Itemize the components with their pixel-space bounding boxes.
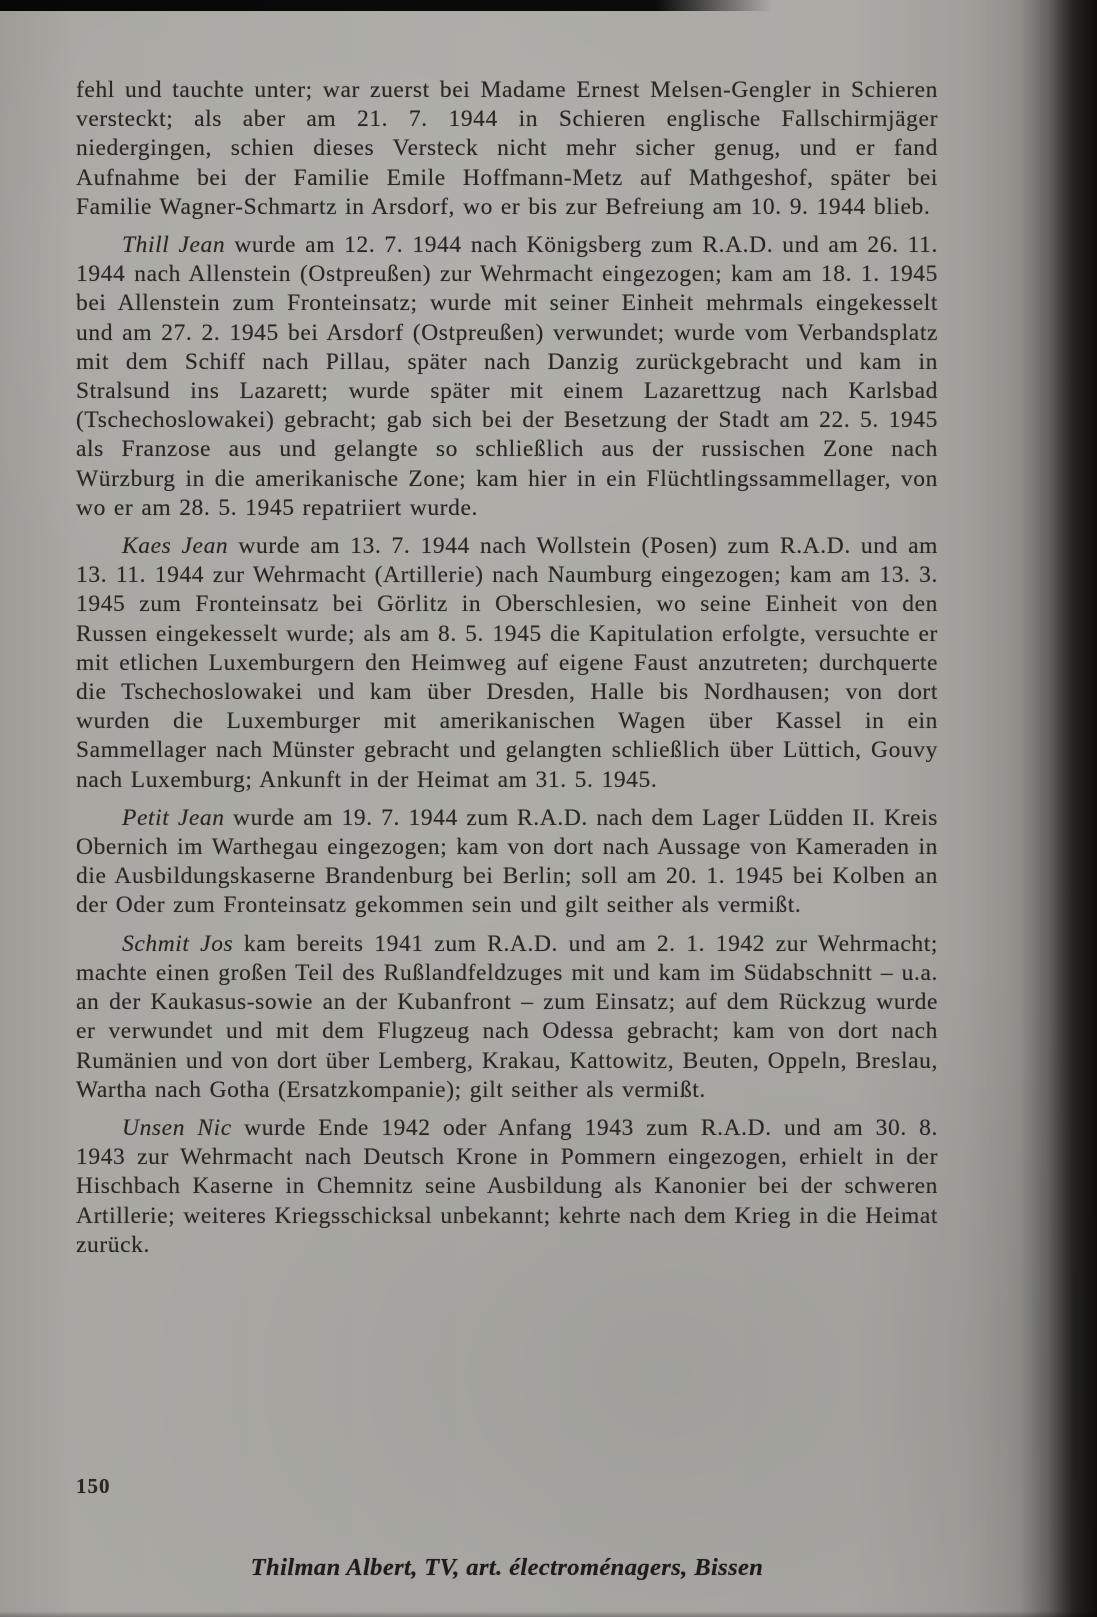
paragraph xyxy=(76,1114,938,1260)
scan-edge-bottom xyxy=(0,1611,1097,1617)
person-name: Schmit Jos xyxy=(122,930,234,957)
paragraph-text: wurde am 19. 7. 1944 zum R.A.D. nach dem Lager Lüdden II. Kreis Obernich im Warthegau eingezogen; kam von dort nach Aussage von Kameraden in die Ausbildungskaserne Brandenburg bei Berlin; soll am 20. 1. 1945 bei Kolben an der Oder zum Fronteinsatz gekommen sein und gilt seither als vermißt. xyxy=(76,804,938,919)
scan-edge-top xyxy=(0,0,772,11)
page-number: 150 xyxy=(76,1474,111,1498)
paragraph-text: fehl und tauchte unter; war zuerst bei Madame Ernest Melsen-Gengler in Schieren versteckt; als aber am 21. 7. 1944 in Schieren englische Fallschirmjäger niedergingen, schien dieses Versteck nicht mehr sicher genug, und er fand Aufnahme bei der Familie Emile Hoffmann-Metz auf Mathgeshof, später bei Familie Wagner-Schmartz in Arsdorf, wo er bis zur Befreiung am 10. 9. 1944 blieb. xyxy=(76,77,938,220)
person-name: Unsen Nic xyxy=(122,1114,232,1141)
person-name: Thill Jean xyxy=(122,232,226,259)
paragraph xyxy=(76,532,938,795)
person-name: Petit Jean xyxy=(122,804,225,831)
person-name: Kaes Jean xyxy=(122,533,229,560)
paragraph xyxy=(76,231,938,523)
paragraph-text: kam bereits 1941 zum R.A.D. und am 2. 1. 1942 zur Wehrmacht; machte einen großen Teil des Rußlandfeldzuges mit und kam im Südabschnitt – u.a. an der Kaukasus-sowie an der Kubanfront – zum Einsatz; auf dem Rückzug wurde er verwundet und mit dem Flugzeug nach Odessa gebracht; kam von dort nach Rumänien und von dort über Lemberg, Krakau, Kattowitz, Beuten, Oppeln, Breslau, Wartha nach Gotha (Ersatzkompanie); gilt seither als vermißt. xyxy=(76,930,938,1103)
text-block xyxy=(76,76,938,1269)
scan-edge-right xyxy=(1019,0,1097,1617)
paragraph-text: wurde am 13. 7. 1944 nach Wollstein (Posen) zum R.A.D. und am 13. 11. 1944 zur Wehrmacht (Artillerie) nach Naumburg eingezogen; kam am 13. 3. 1945 zum Fronteinsatz bei Görlitz in Oberschlesien, wo seine Einheit von den Russen eingekesselt wurde; als am 8. 5. 1945 die Kapitulation erfolgte, versuchte er mit etlichen Luxemburgern den Heimweg auf eigene Faust anzutreten; durchquerte die Tschechoslowakei und kam über Dresden, Halle bis Nordhausen; von dort wurden die Luxemburger mit amerikanischen Wagen über Kassel in ein Sammellager nach Münster gebracht und gelangten schließlich über Lüttich, Gouvy nach Luxemburg; Ankunft in der Heimat am 31. 5. 1945. xyxy=(76,533,938,793)
paragraph xyxy=(76,930,938,1105)
paragraph-text: wurde am 12. 7. 1944 nach Königsberg zum R.A.D. und am 26. 11. 1944 nach Allenstein (Ostpreußen) zur Wehrmacht eingezogen; kam am 18. 1. 1945 bei Allenstein zum Fronteinsatz; wurde mit seiner Einheit mehrmals eingekesselt und am 27. 2. 1945 bei Arsdorf (Ostpreußen) verwundet; wurde vom Verbandsplatz mit dem Schiff nach Pillau, später nach Danzig zurückgebracht und kam in Stralsund ins Lazarett; wurde später mit einem Lazarettzug nach Karlsbad (Tschechoslowakei) gebracht; gab sich bei der Besetzung der Stadt am 22. 5. 1945 als Franzose aus und gelangte so schließlich aus der russischen Zone nach Würzburg in die amerikanische Zone; kam hier in ein Flüchtlingssammellager, von wo er am 28. 5. 1945 repatriiert wurde. xyxy=(76,232,938,521)
advertisement-footer: Thilman Albert, TV, art. électroménagers, Bissen xyxy=(250,1554,764,1581)
paragraph xyxy=(76,804,938,921)
paragraph-text: wurde Ende 1942 oder Anfang 1943 zum R.A.D. und am 30. 8. 1943 zur Wehrmacht nach Deutsch Krone in Pommern eingezogen, erhielt in der Hischbach Kaserne in Chemnitz seine Ausbildung als Kanonier bei der schweren Artillerie; weiteres Kriegsschicksal unbekannt; kehrte nach dem Krieg in die Heimat zurück. xyxy=(76,1114,938,1258)
paragraph xyxy=(76,76,938,222)
